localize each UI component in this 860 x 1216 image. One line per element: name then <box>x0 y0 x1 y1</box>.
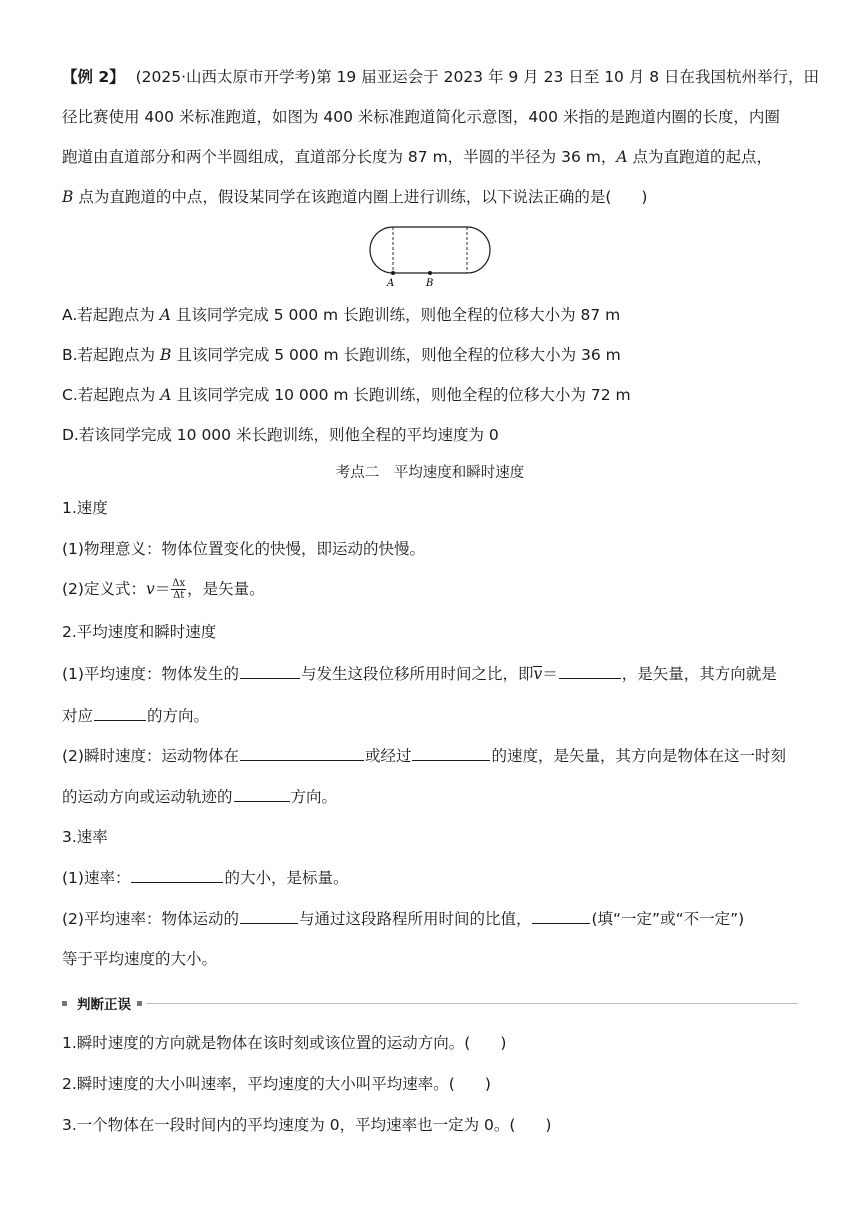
example-text-3a: 跑道由直道部分和两个半圆组成，直道部分长度为 87 m，半圆的半径为 36 m， <box>62 148 617 166</box>
example-text-4b: ) <box>641 188 648 206</box>
option-b-text-pre: B.若起跑点为 <box>62 346 160 364</box>
example-text-3b: 点为直跑道的起点， <box>627 148 772 166</box>
definition-label: (2)定义式： <box>62 580 146 598</box>
avg-text-c: ，是矢量，其方向就是 <box>621 665 777 683</box>
judge-section-header <box>62 992 798 1014</box>
option-a <box>62 304 620 326</box>
option-c-point: A <box>160 386 172 404</box>
option-c-text-pre: C.若起跑点为 <box>62 386 161 404</box>
example-text-4a: 点为直跑道的中点，假设某同学在该跑道内圈上进行训练，以下说法正确的是( <box>73 188 612 206</box>
judge-close-paren: ) <box>484 1075 491 1093</box>
point-a-marker <box>391 271 395 275</box>
inst-text-a: (2)瞬时速度：运动物体在 <box>62 747 239 765</box>
judge-item <box>62 1114 551 1136</box>
speed-line <box>62 866 348 889</box>
option-c <box>62 384 631 406</box>
example-tag: 【例 2】 <box>62 68 125 86</box>
instant-velocity-line-2 <box>62 785 337 808</box>
option-d: D.若该同学完成 10 000 米长跑训练，则他全程的平均速度为 0 <box>62 426 499 444</box>
v-bar-symbol: v <box>533 665 543 683</box>
fill-blank[interactable] <box>240 907 298 924</box>
inst-text-c: 的速度，是矢量，其方向是物体在这一时刻 <box>491 747 786 765</box>
formula-v: v <box>145 580 155 598</box>
heading-speed: 3.速率 <box>62 828 108 846</box>
average-speed-line-2: 等于平均速度的大小。 <box>62 950 218 968</box>
judge-item <box>62 1032 506 1054</box>
figure-label-a: A <box>387 278 395 289</box>
avg-equals: ＝ <box>542 665 558 683</box>
option-a-text-post: 且该同学完成 5 000 m 长跑训练，则他全程的位移大小为 87 m <box>170 306 621 324</box>
judge-item-text: 1.瞬时速度的方向就是物体在该时刻或该位置的运动方向。( <box>62 1034 471 1052</box>
divider <box>146 1003 798 1004</box>
fill-blank[interactable] <box>532 907 590 924</box>
section-title: 考点二 平均速度和瞬时速度 <box>335 465 525 481</box>
judge-item-text: 3.一个物体在一段时间内的平均速度为 0，平均速率也一定为 0。( <box>62 1116 516 1134</box>
definition-post: ，是矢量。 <box>187 580 265 598</box>
point-b-label: B <box>62 188 74 206</box>
fill-blank[interactable] <box>131 866 223 883</box>
fill-blank[interactable] <box>234 785 290 802</box>
speed-text-a: (1)速率： <box>62 869 131 887</box>
fraction-numerator: Δx <box>172 578 186 589</box>
speed-text-b: 的大小，是标量。 <box>224 869 349 887</box>
average-speed-line-1 <box>62 907 744 930</box>
avg-text-e: 的方向。 <box>147 707 210 725</box>
example-line-2: 径比赛使用 400 米标准跑道，如图为 400 米标准跑道简化示意图，400 米指的是跑道内圈的长度，内圈 <box>62 108 780 126</box>
heading-velocity: 1.速度 <box>62 499 108 517</box>
formula-equals: ＝ <box>154 580 171 598</box>
avg-text-d: 对应 <box>62 707 94 725</box>
square-bullet-icon <box>62 1001 67 1006</box>
judge-close-paren: ) <box>545 1116 552 1134</box>
square-bullet-icon <box>137 1001 142 1006</box>
velocity-meaning: (1)物理意义：物体位置变化的快慢，即运动的快慢。 <box>62 540 425 558</box>
avgspeed-text-c: (填“一定”或“不一定”) <box>591 910 745 928</box>
inst-text-b: 或经过 <box>364 747 412 765</box>
option-a-text-pre: A.若起跑点为 <box>62 306 160 324</box>
fraction-denominator: Δt <box>173 590 185 601</box>
option-b-text-post: 且该同学完成 5 000 m 长跑训练，则他全程的位移大小为 36 m <box>171 346 621 364</box>
example-text-1: 第 19 届亚运会于 2023 年 9 月 23 日至 10 月 8 日在我国杭州举行，田 <box>316 68 820 86</box>
point-a-label: A <box>616 148 628 166</box>
average-velocity-line-2 <box>62 704 209 727</box>
figure-label-b: B <box>426 278 434 289</box>
track-diagram <box>366 224 496 290</box>
inst-text-d: 的运动方向或运动轨迹的 <box>62 788 233 806</box>
velocity-definition <box>62 578 265 601</box>
avg-text-a: (1)平均速度：物体发生的 <box>62 665 239 683</box>
judge-label: 判断正误 <box>77 997 131 1013</box>
heading-average-instant: 2.平均速度和瞬时速度 <box>62 623 217 641</box>
judge-item <box>62 1073 491 1095</box>
fill-blank[interactable] <box>240 662 300 679</box>
example-source: (2025·山西太原市开学考) <box>135 68 317 86</box>
point-b-marker <box>428 271 432 275</box>
example-line-3 <box>62 146 772 168</box>
option-c-text-post: 且该同学完成 10 000 m 长跑训练，则他全程的位移大小为 72 m <box>171 386 631 404</box>
option-b <box>62 344 621 366</box>
judge-item-text: 2.瞬时速度的大小叫速率，平均速度的大小叫平均速率。( <box>62 1075 455 1093</box>
avgspeed-text-a: (2)平均速率：物体运动的 <box>62 910 239 928</box>
avg-text-b: 与发生这段位移所用时间之比，即 <box>300 665 534 683</box>
option-a-point: A <box>159 306 171 324</box>
formula-fraction <box>171 578 186 601</box>
average-velocity-line-1 <box>62 662 777 685</box>
option-b-point: B <box>160 346 172 364</box>
judge-close-paren: ) <box>500 1034 507 1052</box>
inst-text-e: 方向。 <box>290 788 338 806</box>
avgspeed-text-b: 与通过这段路程所用时间的比值， <box>298 910 532 928</box>
fill-blank[interactable] <box>94 704 146 721</box>
fill-blank[interactable] <box>559 662 621 679</box>
fill-blank[interactable] <box>412 744 490 761</box>
instant-velocity-line-1 <box>62 744 786 767</box>
track-outline <box>370 227 490 273</box>
example-line-1 <box>62 66 819 88</box>
example-line-4 <box>62 186 647 208</box>
fill-blank[interactable] <box>240 744 364 761</box>
